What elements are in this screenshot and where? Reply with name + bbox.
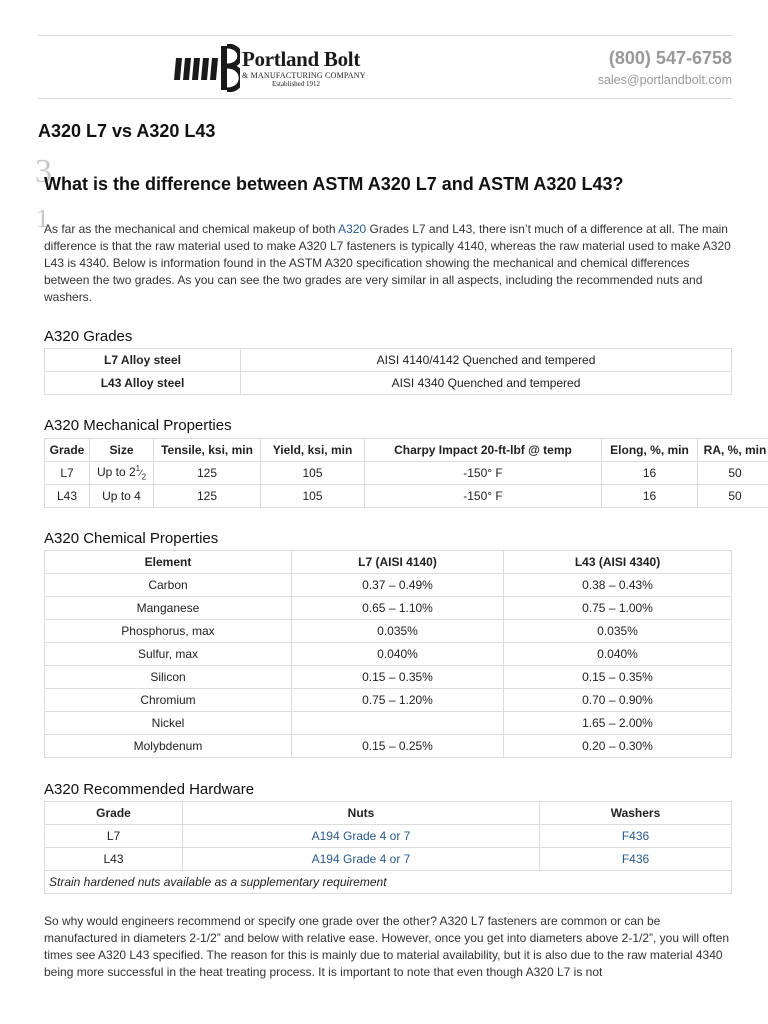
elongation-cell: 16 [602, 485, 698, 508]
hardware-note: Strain hardened nuts available as a supplementary requirement [45, 871, 732, 894]
l43-value-cell: 0.15 – 0.35% [504, 666, 732, 689]
decor-glyph-top: 3 [35, 153, 52, 190]
grade-material-cell: AISI 4140/4142 Quenched and tempered [241, 349, 732, 372]
table-row [45, 462, 768, 485]
element-cell: Silicon [45, 666, 292, 689]
element-cell: Chromium [45, 689, 292, 712]
l7-value-cell: 0.035% [292, 620, 504, 643]
l7-value-cell: 0.37 – 0.49% [292, 574, 504, 597]
hardware-table [44, 801, 732, 894]
question-heading: What is the difference between ASTM A320 L7 and ASTM A320 L43? [44, 174, 624, 194]
ra-cell: 50 [698, 462, 768, 485]
column-header: Washers [540, 802, 732, 825]
charpy-cell: -150° F [365, 462, 602, 485]
table-note-row [45, 871, 732, 894]
table-row [45, 349, 732, 372]
washers-cell [540, 825, 732, 848]
bolt-logo-icon [174, 44, 240, 92]
grade-material-cell: AISI 4340 Quenched and tempered [241, 372, 732, 395]
logo-name: Portland Bolt [242, 47, 361, 71]
element-cell: Nickel [45, 712, 292, 735]
email-link[interactable]: sales@portlandbolt.com [597, 73, 732, 87]
column-header: Elong, %, min [602, 439, 698, 462]
size-fraction-numerator: 1 [135, 464, 141, 474]
table-header-row [45, 439, 768, 462]
size-cell [90, 462, 154, 485]
table-header-row [45, 802, 732, 825]
nuts-link[interactable]: A194 Grade 4 or 7 [311, 829, 411, 843]
elongation-cell: 16 [602, 462, 698, 485]
grade-cell: L7 [45, 462, 90, 485]
l43-value-cell: 1.65 – 2.00% [504, 712, 732, 735]
l43-value-cell: 0.38 – 0.43% [504, 574, 732, 597]
tensile-cell: 125 [154, 485, 261, 508]
phone-number[interactable]: (800) 547-6758 [608, 48, 732, 68]
table-header-row [45, 551, 732, 574]
mechanical-table [44, 438, 768, 508]
l43-value-cell: 0.70 – 0.90% [504, 689, 732, 712]
column-header: L43 (AISI 4340) [504, 551, 732, 574]
table-row [45, 689, 732, 712]
table-row [45, 666, 732, 689]
table-row [45, 825, 732, 848]
logo-subtitle: & MANUFACTURING COMPANY [242, 71, 366, 80]
column-header: Nuts [183, 802, 540, 825]
column-header: Yield, ksi, min [261, 439, 365, 462]
table-row [45, 597, 732, 620]
column-header: L7 (AISI 4140) [292, 551, 504, 574]
l7-value-cell: 0.75 – 1.20% [292, 689, 504, 712]
decor-glyph-bottom: 1 [36, 204, 49, 233]
size-fraction-denominator: 2 [141, 472, 147, 482]
grades-table [44, 348, 732, 395]
table-row [45, 643, 732, 666]
element-cell: Molybdenum [45, 735, 292, 758]
portland-bolt-logo[interactable] [174, 44, 384, 92]
washers-cell [540, 848, 732, 871]
element-cell: Sulfur, max [45, 643, 292, 666]
column-header: Charpy Impact 20-ft-lbf @ temp [365, 439, 602, 462]
closing-paragraph: So why would engineers recommend or specify one grade over the other? A320 L7 fasteners are common or can be manufactured in diameters 2-1/2” and below with relative ease. However, once you get into diameters above 2-1/2”, you will often times see A320 L43 specified. The reason for this is mainly due to material availability, but it is also due to the raw material 4340 being more successful in the heat treating process. It is important to note that even though A320 L7 is not [44, 914, 730, 979]
nuts-cell [183, 848, 540, 871]
column-header: Grade [45, 802, 183, 825]
intro-paragraph [44, 221, 736, 306]
washers-link[interactable]: F436 [621, 852, 650, 866]
l43-value-cell: 0.20 – 0.30% [504, 735, 732, 758]
ra-cell: 50 [698, 485, 768, 508]
charpy-cell: -150° F [365, 485, 602, 508]
table-row [45, 712, 732, 735]
chemical-heading: A320 Chemical Properties [44, 530, 219, 547]
nuts-cell [183, 825, 540, 848]
size-cell: Up to 4 [90, 485, 154, 508]
table-row [45, 848, 732, 871]
logo-established: Established 1912 [272, 80, 321, 88]
l7-value-cell: 0.040% [292, 643, 504, 666]
grade-cell: L43 [45, 485, 90, 508]
column-header: Tensile, ksi, min [154, 439, 261, 462]
intro-text-start: As far as the mechanical and chemical makeup of both [44, 222, 339, 236]
l7-value-cell: 0.15 – 0.25% [292, 735, 504, 758]
a320-link[interactable]: A320 [338, 222, 367, 236]
column-header: Grade [45, 439, 90, 462]
intro-text-rest: Grades L7 and L43, there isn’t much of a difference at all. The main difference is that the raw material used to make A320 L7 fasteners is typically 4140, whereas the raw material used to make A320 L43 is 4340. Below is information found in the ASTM A320 specification showing the mechanical and chemical differences between the two grades. As you can see the two grades are very similar in all aspects, including the recommended nuts and washers. [44, 222, 731, 304]
nuts-link[interactable]: A194 Grade 4 or 7 [311, 852, 411, 866]
header-divider [38, 98, 732, 99]
mechanical-heading: A320 Mechanical Properties [44, 417, 232, 434]
element-cell: Phosphorus, max [45, 620, 292, 643]
table-row [45, 620, 732, 643]
column-header: Element [45, 551, 292, 574]
column-header: RA, %, min [698, 439, 768, 462]
l43-value-cell: 0.040% [504, 643, 732, 666]
size-text: Up to 2 [96, 465, 136, 480]
chemical-table [44, 550, 732, 758]
l43-value-cell: 0.75 – 1.00% [504, 597, 732, 620]
tensile-cell: 125 [154, 462, 261, 485]
table-row [45, 372, 732, 395]
element-cell: Carbon [45, 574, 292, 597]
yield-cell: 105 [261, 462, 365, 485]
table-row [45, 735, 732, 758]
fraction-slash: ⁄ [140, 468, 142, 479]
grade-cell: L43 [45, 848, 183, 871]
grade-name-cell: L7 Alloy steel [45, 349, 241, 372]
washers-link[interactable]: F436 [621, 829, 650, 843]
l7-value-cell [292, 712, 504, 735]
l43-value-cell: 0.035% [504, 620, 732, 643]
table-row [45, 574, 732, 597]
hardware-heading: A320 Recommended Hardware [44, 781, 255, 798]
yield-cell: 105 [261, 485, 365, 508]
table-row [45, 485, 768, 508]
grades-heading: A320 Grades [44, 328, 133, 345]
page-title: A320 L7 vs A320 L43 [38, 121, 216, 141]
l7-value-cell: 0.65 – 1.10% [292, 597, 504, 620]
column-header: Size [90, 439, 154, 462]
grade-name-cell: L43 Alloy steel [45, 372, 241, 395]
element-cell: Manganese [45, 597, 292, 620]
grade-cell: L7 [45, 825, 183, 848]
top-divider [38, 35, 732, 36]
l7-value-cell: 0.15 – 0.35% [292, 666, 504, 689]
